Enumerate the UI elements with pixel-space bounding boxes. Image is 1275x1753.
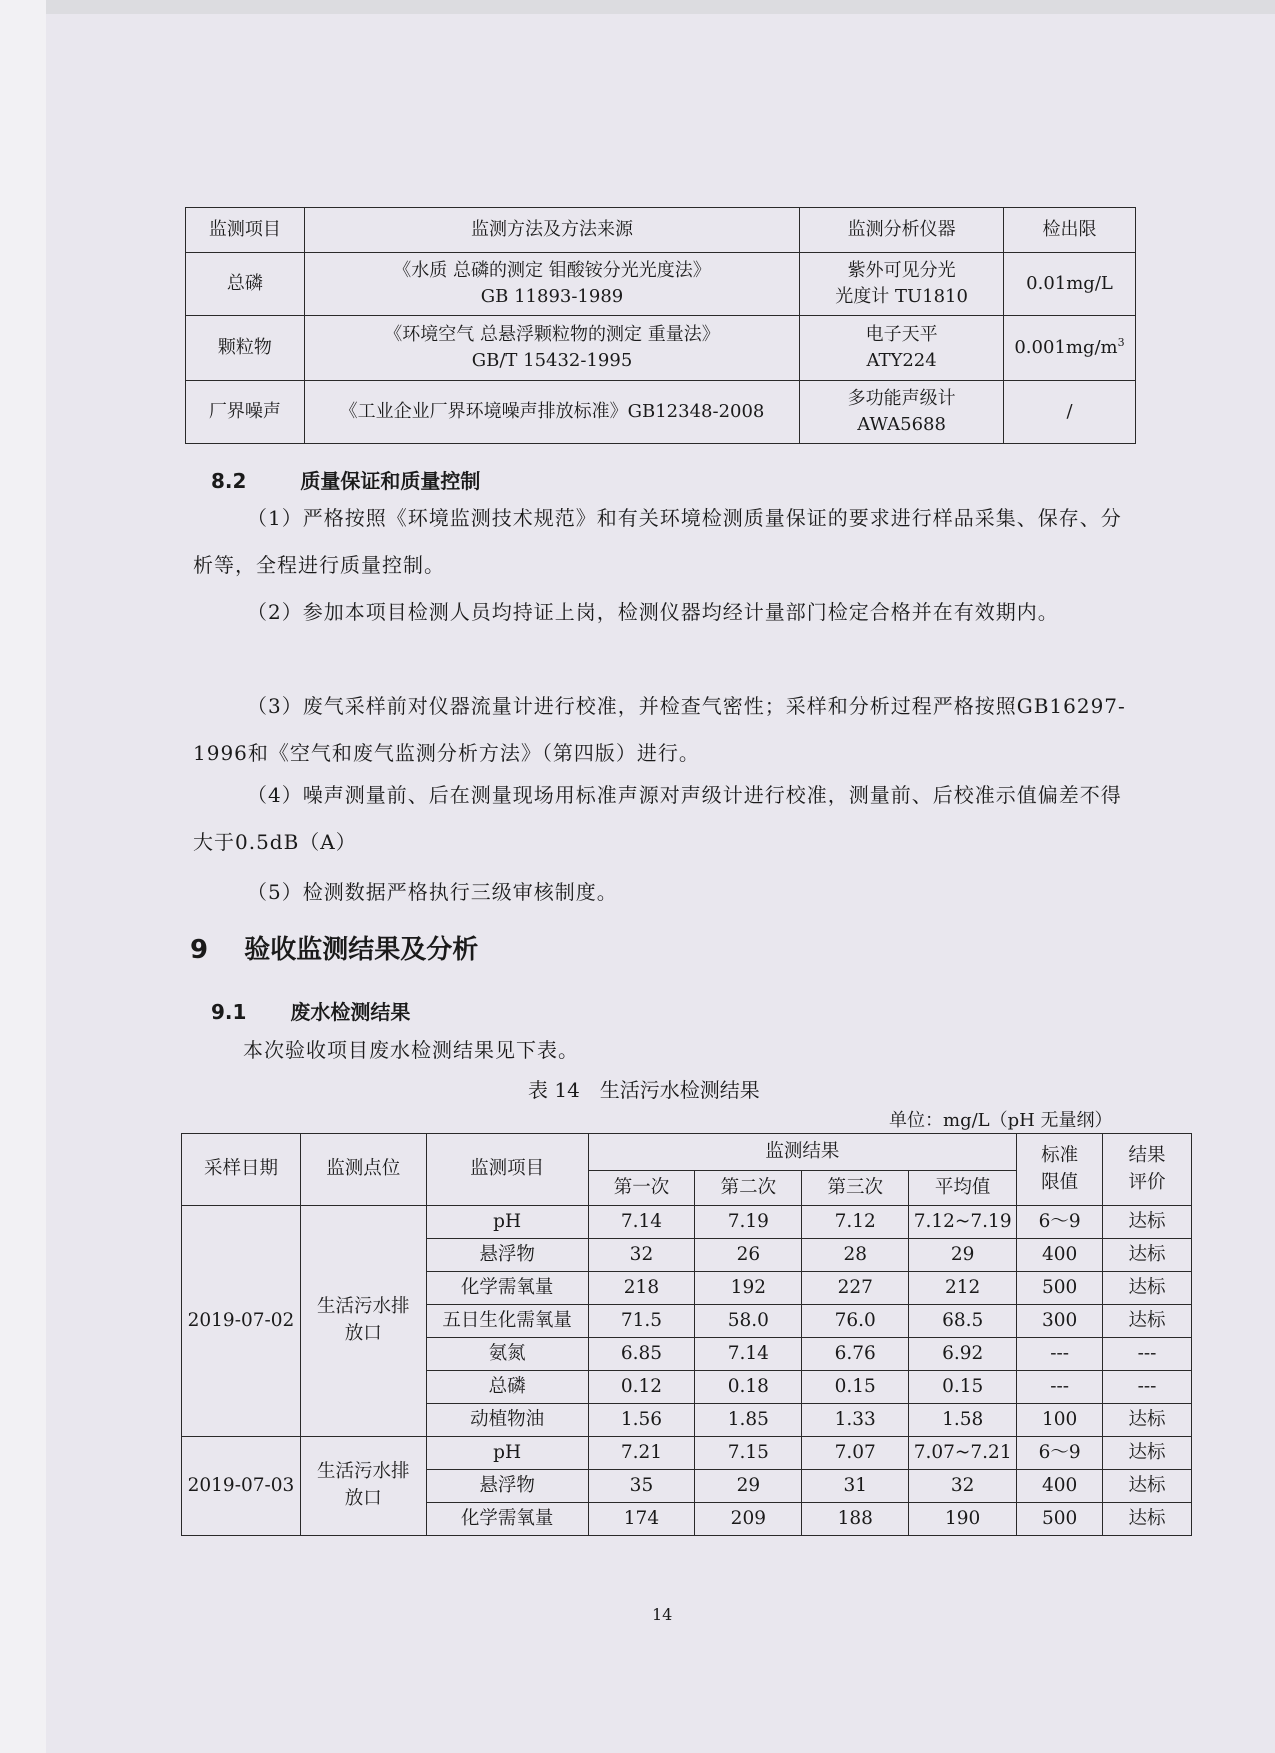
section-title: 验收监测结果及分析: [244, 935, 479, 965]
result-third: 7.12: [802, 1206, 909, 1239]
table-unit: 单位：mg/L（pH 无量纲）: [889, 1110, 1113, 1131]
standard-limit: ---: [1017, 1338, 1103, 1371]
result-average: 6.92: [909, 1338, 1017, 1371]
header-point: 监测点位: [300, 1134, 426, 1206]
results-header-row: [182, 1134, 1192, 1171]
result-second: 7.14: [695, 1338, 802, 1371]
result-third: 28: [802, 1239, 909, 1272]
result-first: 35: [588, 1470, 695, 1503]
standard-limit: 400: [1017, 1239, 1103, 1272]
header-eval: [1103, 1134, 1192, 1206]
paragraph-text: （2）参加本项目检测人员均持证上岗，检测仪器均经计量部门检定合格并在有效期内。: [247, 600, 1059, 624]
section-8-2-heading: [211, 465, 480, 494]
sample-date: 2019-07-03: [182, 1437, 301, 1536]
instrument-line: 电子天平: [865, 323, 938, 345]
result-third: 6.76: [802, 1338, 909, 1371]
result-average: 1.58: [909, 1404, 1017, 1437]
methods-row: [186, 381, 1136, 444]
method-line: 《水质 总磷的测定 钼酸铵分光光度法》: [393, 259, 711, 281]
paragraph-text: 本次验收项目废水检测结果见下表。: [243, 1038, 579, 1062]
paragraph-3: [193, 683, 1133, 777]
monitor-point: [300, 1206, 426, 1437]
section-9-heading: [190, 929, 478, 966]
result-first: 1.56: [588, 1404, 695, 1437]
instrument-line: ATY224: [866, 350, 937, 371]
evaluation: 达标: [1103, 1470, 1192, 1503]
methods-row: [186, 316, 1136, 381]
result-first: 6.85: [588, 1338, 695, 1371]
page-number: 14: [652, 1605, 673, 1624]
limit-value: 0.001mg/m: [1014, 336, 1118, 358]
header-line: 结果: [1128, 1144, 1166, 1166]
evaluation: 达标: [1103, 1272, 1192, 1305]
section-title: 质量保证和质量控制: [300, 469, 481, 493]
table-row: [182, 1206, 1192, 1239]
result-first: 7.14: [588, 1206, 695, 1239]
instrument-line: 光度计 TU1810: [835, 286, 968, 307]
method-line: 《环境空气 总悬浮颗粒物的测定 重量法》: [384, 323, 720, 345]
paragraph-5: [193, 869, 1133, 916]
page-edge-left: [0, 0, 46, 1753]
result-third: 31: [802, 1470, 909, 1503]
result-first: 0.12: [588, 1371, 695, 1404]
result-second: 7.19: [695, 1206, 802, 1239]
result-third: 227: [802, 1272, 909, 1305]
result-second: 0.18: [695, 1371, 802, 1404]
method-source: [304, 316, 799, 381]
intro-paragraph: [193, 1027, 1133, 1074]
header-third: 第三次: [802, 1171, 909, 1206]
method-source: [304, 253, 799, 316]
evaluation: 达标: [1103, 1404, 1192, 1437]
result-second: 29: [695, 1470, 802, 1503]
result-average: 32: [909, 1470, 1017, 1503]
section-9-1-heading: [211, 996, 410, 1025]
result-second: 1.85: [695, 1404, 802, 1437]
item-name: pH: [426, 1437, 588, 1470]
table-row: [182, 1437, 1192, 1470]
result-first: 32: [588, 1239, 695, 1272]
result-second: 209: [695, 1503, 802, 1536]
limit-superscript: 3: [1117, 335, 1125, 349]
evaluation: 达标: [1103, 1437, 1192, 1470]
result-third: 1.33: [802, 1404, 909, 1437]
instrument-line: AWA5688: [857, 414, 946, 435]
standard-limit: 300: [1017, 1305, 1103, 1338]
paragraph-text: （4）噪声测量前、后在测量现场用标准声源对声级计进行校准，测量前、后校准示值偏差不得大于0.5dB（A）: [193, 783, 1122, 854]
standard-limit: 6～9: [1017, 1437, 1103, 1470]
evaluation: 达标: [1103, 1239, 1192, 1272]
evaluation: 达标: [1103, 1503, 1192, 1536]
point-line: 生活污水排: [317, 1461, 410, 1483]
paragraph-text: （1）严格按照《环境监测技术规范》和有关环境检测质量保证的要求进行样品采集、保存、分析等，全程进行质量控制。: [193, 506, 1122, 577]
result-second: 7.15: [695, 1437, 802, 1470]
evaluation: ---: [1103, 1338, 1192, 1371]
evaluation: 达标: [1103, 1305, 1192, 1338]
section-number: 8.2: [211, 469, 247, 493]
result-first: 71.5: [588, 1305, 695, 1338]
method-instrument: [800, 316, 1004, 381]
item-name: 悬浮物: [426, 1470, 588, 1503]
methods-table: [185, 207, 1136, 444]
item-name: 悬浮物: [426, 1239, 588, 1272]
paragraph-2: [193, 589, 1133, 636]
result-average: 29: [909, 1239, 1017, 1272]
section-number: 9.1: [211, 1000, 247, 1024]
item-name: 五日生化需氧量: [426, 1305, 588, 1338]
header-limit: 检出限: [1004, 208, 1136, 253]
method-instrument: [800, 381, 1004, 444]
method-instrument: [800, 253, 1004, 316]
item-name: pH: [426, 1206, 588, 1239]
header-average: 平均值: [909, 1171, 1017, 1206]
method-limit: [1004, 316, 1136, 381]
section-title: 废水检测结果: [290, 1000, 411, 1024]
result-second: 58.0: [695, 1305, 802, 1338]
standard-limit: 400: [1017, 1470, 1103, 1503]
result-third: 7.07: [802, 1437, 909, 1470]
result-average: 0.15: [909, 1371, 1017, 1404]
evaluation: 达标: [1103, 1206, 1192, 1239]
method-limit: 0.01mg/L: [1004, 253, 1136, 316]
header-method: 监测方法及方法来源: [304, 208, 799, 253]
method-item: 总磷: [186, 253, 305, 316]
header-line: 评价: [1128, 1171, 1166, 1193]
item-name: 化学需氧量: [426, 1503, 588, 1536]
header-instrument: 监测分析仪器: [800, 208, 1004, 253]
item-name: 化学需氧量: [426, 1272, 588, 1305]
item-name: 动植物油: [426, 1404, 588, 1437]
page-edge-top: [0, 0, 1275, 14]
paragraph-4: [193, 772, 1133, 866]
item-name: 氨氮: [426, 1338, 588, 1371]
table-caption: 表 14 生活污水检测结果: [528, 1078, 760, 1102]
item-name: 总磷: [426, 1371, 588, 1404]
instrument-line: 多功能声级计: [847, 387, 956, 409]
methods-header-row: [186, 208, 1136, 253]
results-table: [181, 1133, 1192, 1536]
methods-row: [186, 253, 1136, 316]
standard-limit: 100: [1017, 1404, 1103, 1437]
standard-limit: 500: [1017, 1272, 1103, 1305]
header-line: 标准: [1041, 1144, 1079, 1166]
result-first: 218: [588, 1272, 695, 1305]
method-line: GB/T 15432-1995: [471, 350, 633, 371]
method-source: 《工业企业厂界环境噪声排放标准》GB12348-2008: [304, 381, 799, 444]
result-second: 26: [695, 1239, 802, 1272]
standard-limit: ---: [1017, 1371, 1103, 1404]
section-number: 9: [190, 935, 209, 965]
method-limit: /: [1004, 381, 1136, 444]
header-line: 限值: [1041, 1171, 1079, 1193]
header-item: 监测项目: [186, 208, 305, 253]
header-limit: [1017, 1134, 1103, 1206]
standard-limit: 500: [1017, 1503, 1103, 1536]
results-body: [182, 1206, 1192, 1536]
result-third: 76.0: [802, 1305, 909, 1338]
result-first: 174: [588, 1503, 695, 1536]
result-average: 7.12~7.19: [909, 1206, 1017, 1239]
paragraph-1: [193, 495, 1133, 589]
point-line: 生活污水排: [317, 1296, 410, 1318]
method-item: 颗粒物: [186, 316, 305, 381]
method-line: GB 11893-1989: [480, 286, 624, 307]
monitor-point: [300, 1437, 426, 1536]
paragraph-text: （5）检测数据严格执行三级审核制度。: [247, 880, 618, 904]
method-item: 厂界噪声: [186, 381, 305, 444]
point-line: 放口: [344, 1488, 382, 1509]
result-average: 68.5: [909, 1305, 1017, 1338]
result-average: 7.07~7.21: [909, 1437, 1017, 1470]
standard-limit: 6～9: [1017, 1206, 1103, 1239]
result-second: 192: [695, 1272, 802, 1305]
result-average: 212: [909, 1272, 1017, 1305]
evaluation: ---: [1103, 1371, 1192, 1404]
header-item: 监测项目: [426, 1134, 588, 1206]
result-average: 190: [909, 1503, 1017, 1536]
header-results: 监测结果: [588, 1134, 1017, 1171]
result-third: 188: [802, 1503, 909, 1536]
paragraph-text: （3）废气采样前对仪器流量计进行校准，并检查气密性；采样和分析过程严格按照GB16297-1996和《空气和废气监测分析方法》（第四版）进行。: [193, 694, 1126, 765]
result-third: 0.15: [802, 1371, 909, 1404]
instrument-line: 紫外可见分光: [847, 259, 956, 281]
result-first: 7.21: [588, 1437, 695, 1470]
header-second: 第二次: [695, 1171, 802, 1206]
point-line: 放口: [344, 1323, 382, 1344]
header-date: 采样日期: [182, 1134, 301, 1206]
header-first: 第一次: [588, 1171, 695, 1206]
sample-date: 2019-07-02: [182, 1206, 301, 1437]
